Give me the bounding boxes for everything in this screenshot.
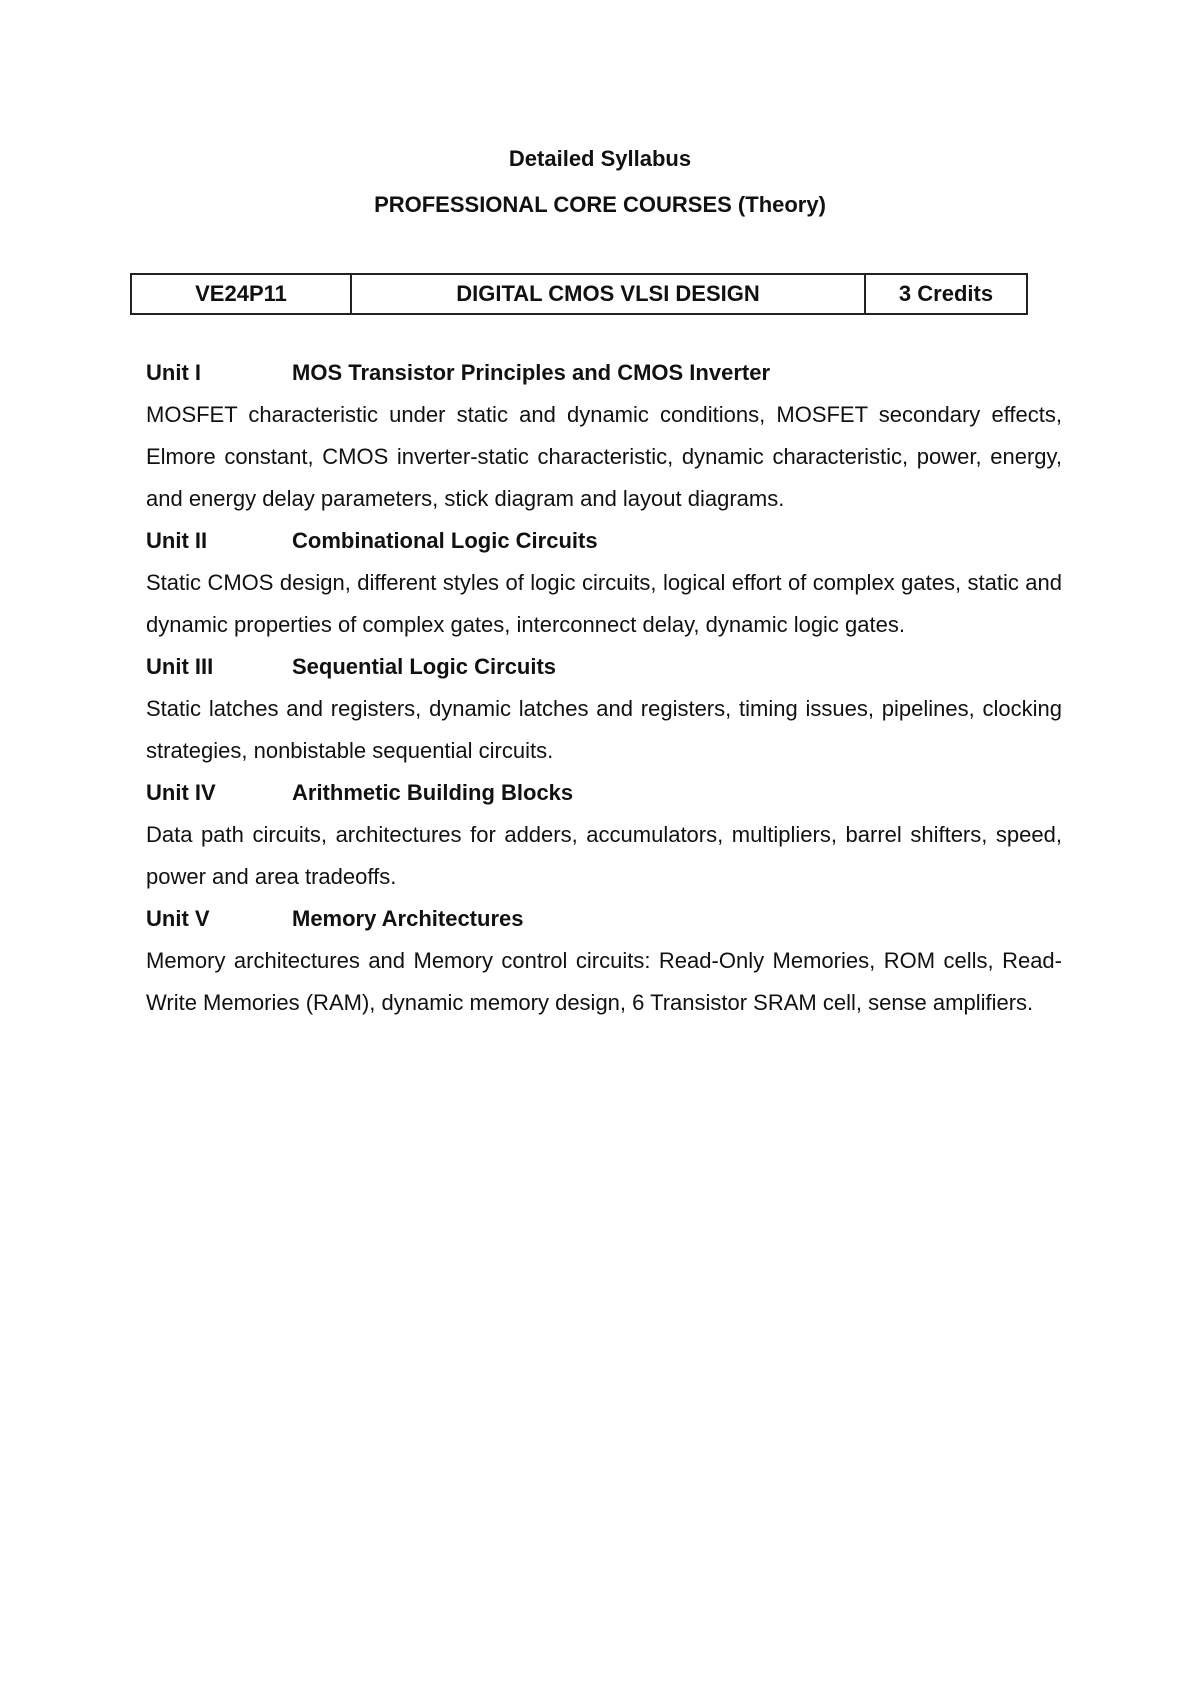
unit-number: Unit III bbox=[146, 654, 214, 679]
unit-1 bbox=[146, 352, 1062, 520]
page-subtitle: PROFESSIONAL CORE COURSES (Theory) bbox=[374, 192, 826, 217]
unit-heading bbox=[146, 772, 1062, 814]
unit-title: Memory Architectures bbox=[292, 906, 524, 931]
unit-title: MOS Transistor Principles and CMOS Inverter bbox=[292, 360, 771, 385]
unit-content: Static CMOS design, different styles of logic circuits, logical effort of complex gates, static and dynamic properties of complex gates, interconnect delay, dynamic logic gates. bbox=[146, 570, 1062, 637]
unit-2 bbox=[146, 520, 1062, 646]
unit-content: Static latches and registers, dynamic latches and registers, timing issues, pipelines, clocking strategies, nonbistable sequential circuits. bbox=[146, 696, 1062, 763]
units-list bbox=[146, 352, 1062, 1024]
unit-3 bbox=[146, 646, 1062, 772]
course-info-row bbox=[131, 274, 1027, 314]
unit-5 bbox=[146, 898, 1062, 1024]
course-credits: 3 Credits bbox=[865, 274, 1027, 314]
course-code: VE24P11 bbox=[131, 274, 351, 314]
unit-title: Sequential Logic Circuits bbox=[292, 654, 557, 679]
unit-heading bbox=[146, 520, 1062, 562]
unit-number: Unit IV bbox=[146, 780, 216, 805]
unit-number: Unit II bbox=[146, 528, 208, 553]
unit-4 bbox=[146, 772, 1062, 898]
unit-content: Memory architectures and Memory control circuits: Read-Only Memories, ROM cells, Read-Write Memories (RAM), dynamic memory design, 6 Transistor SRAM cell, sense amplifiers. bbox=[146, 948, 1062, 1015]
page-title: Detailed Syllabus bbox=[508, 146, 692, 171]
unit-content: MOSFET characteristic under static and dynamic conditions, MOSFET secondary effects, Elmore constant, CMOS inverter-static characteristic, dynamic characteristic, power, energy, and energy delay parameters, stick diagram and layout diagrams. bbox=[146, 402, 1062, 511]
unit-title: Combinational Logic Circuits bbox=[292, 528, 598, 553]
unit-heading bbox=[146, 898, 1062, 940]
unit-heading bbox=[146, 352, 1062, 394]
unit-title: Arithmetic Building Blocks bbox=[292, 780, 574, 805]
unit-content: Data path circuits, architectures for adders, accumulators, multipliers, barrel shifters, speed, power and area tradeoffs. bbox=[146, 822, 1062, 889]
unit-heading bbox=[146, 646, 1062, 688]
course-info-table bbox=[130, 273, 1028, 315]
unit-number: Unit V bbox=[146, 906, 210, 931]
unit-number: Unit I bbox=[146, 360, 201, 385]
course-name: DIGITAL CMOS VLSI DESIGN bbox=[351, 274, 865, 314]
